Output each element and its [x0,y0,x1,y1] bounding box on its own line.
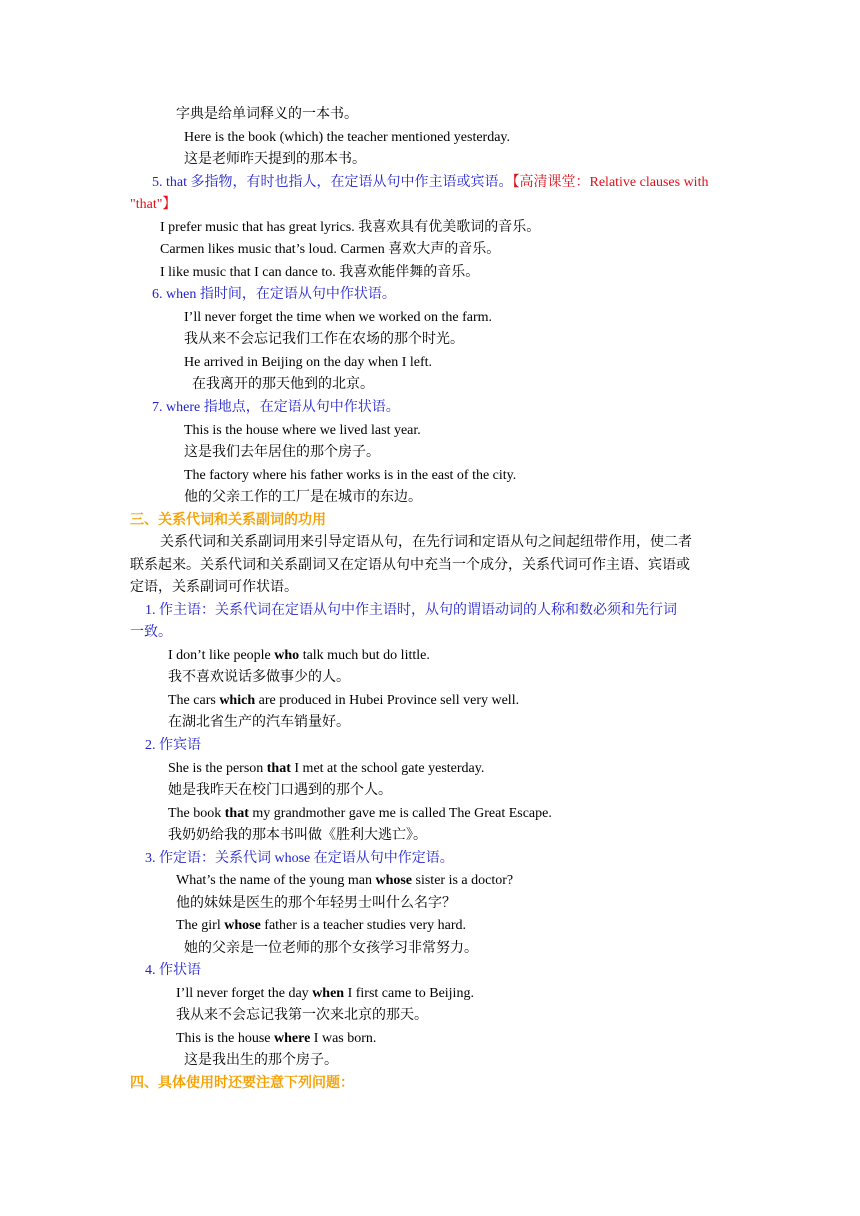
paragraph-line: 关系代词和关系副词用来引导定语从句，在先行词和定语从句之间起纽带作用，使二者 [160,535,692,550]
example-sentence: I like music that I can dance to. 我喜欢能伴舞的音乐。 [160,265,480,280]
example-sentence [168,691,519,711]
section-heading-3: 三、关系代词和关系副词的功用 [130,513,326,528]
relative-pronoun: whose [375,873,413,888]
relative-adverb: where [274,1031,311,1046]
sentence-part: talk much but do little. [299,648,430,663]
chinese-translation: 这是老师昨天提到的那本书。 [184,152,366,167]
chinese-translation: 她是我昨天在校门口遇到的那个人。 [168,783,392,798]
example-sentence [176,984,474,1004]
chinese-translation: 我从来不会忘记我们工作在农场的那个时光。 [184,332,464,347]
rule-5-text: 5. that 多指物，有时也指人，在定语从句中作主语或宾语。 [152,175,513,190]
sentence-part: sister is a doctor? [412,873,514,888]
chinese-translation: 在我离开的那天他到的北京。 [192,377,374,392]
chinese-translation: 我从来不会忘记我第一次来北京的那天。 [176,1008,428,1023]
sentence-part: I met at the school gate yesterday. [290,761,485,776]
relative-adverb: when [312,986,345,1001]
example-sentence: I’ll never forget the time when we worked on the farm. [184,310,493,325]
function-1-heading-cont: 一致。 [130,625,172,640]
rule-6-text: 6. when 指时间，在定语从句中作状语。 [152,287,396,302]
example-sentence [176,1029,376,1049]
sentence-part: I don’t like people [168,648,275,663]
function-4-heading: 4. 作状语 [145,963,201,978]
example-sentence [168,804,552,824]
sentence-part: The book [168,806,225,821]
sentence-part: I was born. [310,1031,377,1046]
chinese-translation: 他的妹妹是医生的那个年轻男士叫什么名字？ [176,896,456,911]
rule-7-text: 7. where 指地点，在定语从句中作状语。 [152,400,400,415]
sentence-part: She is the person [168,761,267,776]
example-sentence: The factory where his father works is in the east of the city. [184,468,517,483]
function-1-heading: 1. 作主语：关系代词在定语从句中作主语时，从句的谓语动词的人称和数必须和先行词 [145,603,677,618]
function-3-heading: 3. 作定语：关系代词 whose 在定语从句中作定语。 [145,851,454,866]
chinese-translation: 在湖北省生产的汽车销量好。 [168,715,350,730]
example-sentence: This is the house where we lived last year. [184,423,421,438]
sentence-part: father is a teacher studies very hard. [260,918,467,933]
example-sentence [168,646,430,666]
example-sentence [168,759,484,779]
sentence-part: The cars [168,693,220,708]
paragraph-line: 定语，关系副词可作状语。 [130,580,298,595]
lecture-reference-cont: "that"】 [130,197,177,212]
relative-pronoun: that [224,806,249,821]
chinese-translation: 这是我们去年居住的那个房子。 [184,445,380,460]
lecture-reference: 【高清课堂：Relative clauses with [512,175,709,190]
chinese-translation: 她的父亲是一位老师的那个女孩学习非常努力。 [184,941,478,956]
rule-5-line [152,173,708,193]
example-sentence: He arrived in Beijing on the day when I left. [184,355,433,370]
example-sentence: Carmen likes music that’s loud. Carmen 喜欢大声的音乐。 [160,242,501,257]
sentence-part: are produced in Hubei Province sell very well. [255,693,520,708]
sentence-part: What’s the name of the young man [176,873,376,888]
relative-pronoun: that [266,761,291,776]
sentence-part: I’ll never forget the day [176,986,313,1001]
example-sentence [176,871,513,891]
relative-pronoun: who [274,648,300,663]
relative-pronoun: which [219,693,256,708]
chinese-translation: 他的父亲工作的工厂是在城市的东边。 [184,490,422,505]
section-heading-4: 四、具体使用时还要注意下列问题： [130,1076,354,1091]
example-sentence [176,916,466,936]
chinese-translation: 我奶奶给我的那本书叫做《胜利大逃亡》。 [168,828,427,843]
chinese-translation: 这是我出生的那个房子。 [184,1053,338,1068]
example-sentence: Here is the book (which) the teacher mentioned yesterday. [184,130,511,145]
example-sentence: I prefer music that has great lyrics. 我喜欢具有优美歌词的音乐。 [160,220,541,235]
sentence-part: The girl [176,918,225,933]
function-2-heading: 2. 作宾语 [145,738,201,753]
sentence-part: This is the house [176,1031,274,1046]
sentence-part: my grandmother gave me is called The Great Escape. [248,806,552,821]
relative-pronoun: whose [224,918,261,933]
sentence-part: I first came to Beijing. [344,986,474,1001]
chinese-translation: 我不喜欢说话多做事少的人。 [168,670,350,685]
paragraph-line: 联系起来。关系代词和关系副词又在定语从句中充当一个成分，关系代词可作主语、宾语或 [130,558,690,573]
chinese-translation: 字典是给单词释义的一本书。 [176,107,358,122]
